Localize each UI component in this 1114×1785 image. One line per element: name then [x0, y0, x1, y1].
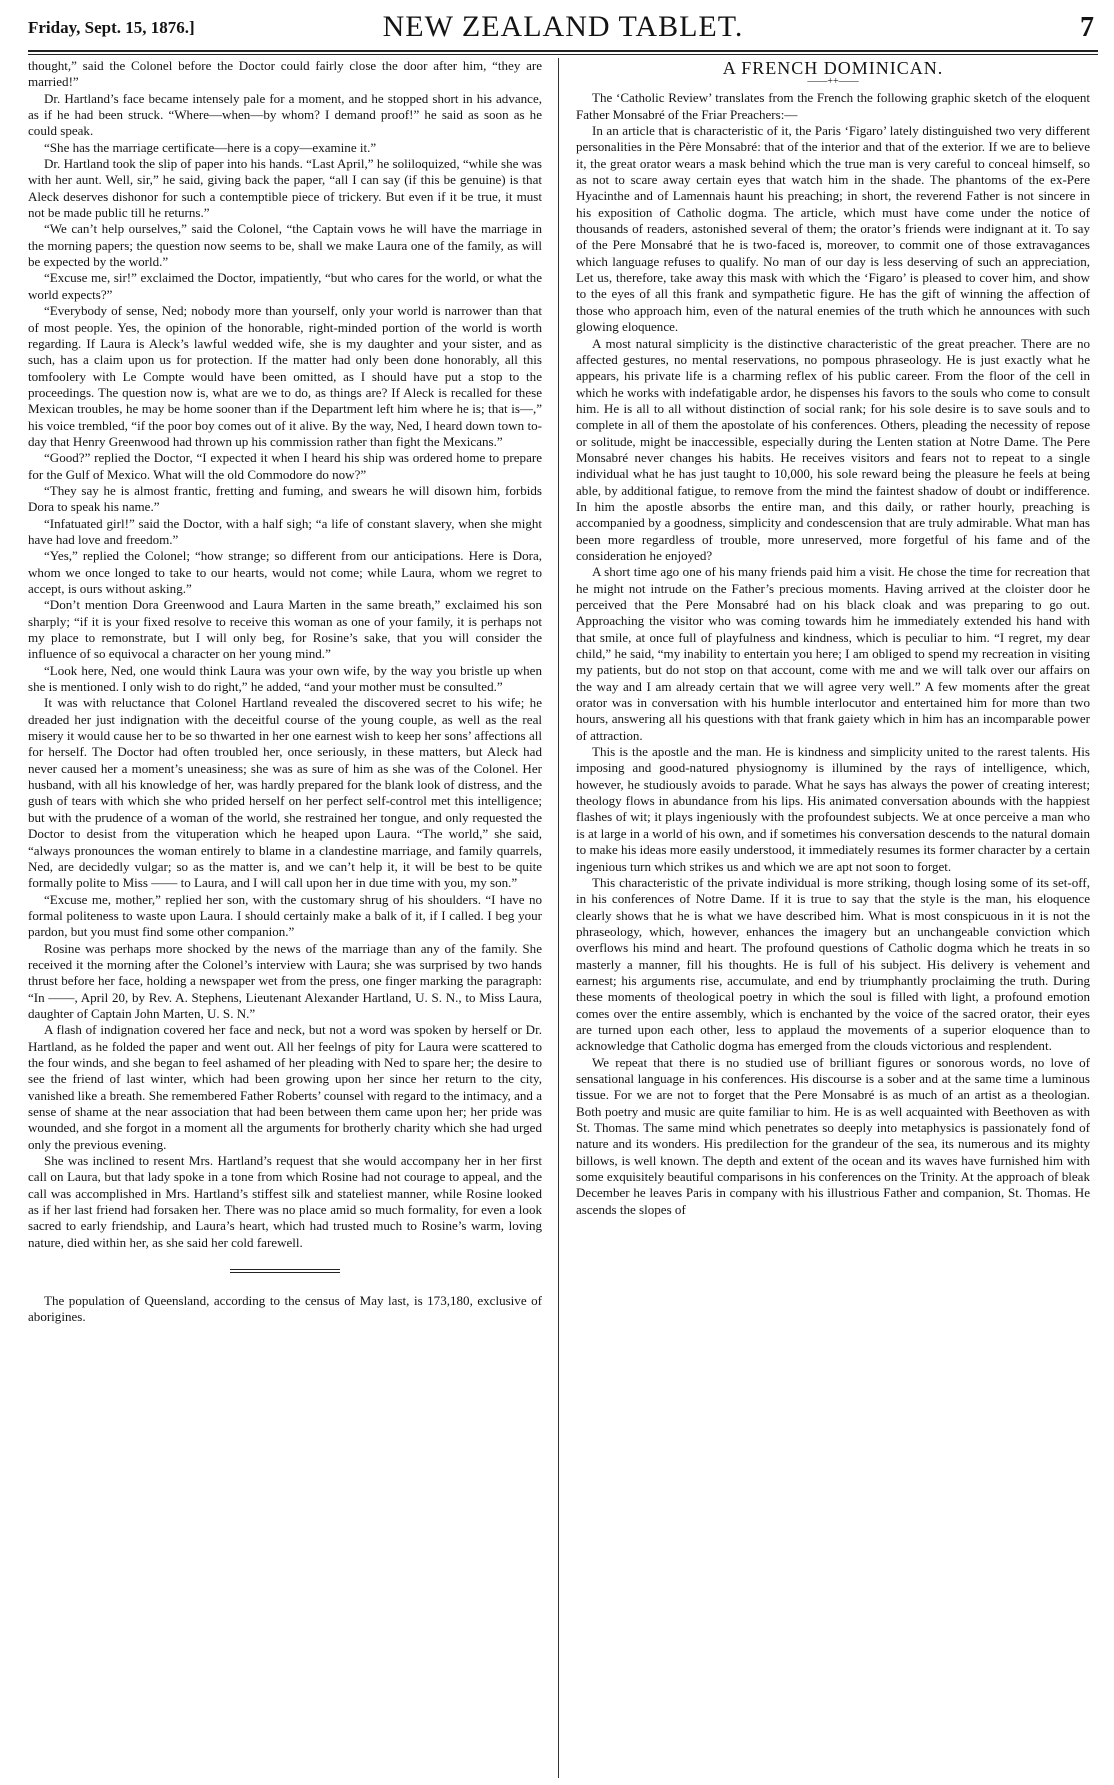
french-dominican-article: [576, 90, 1090, 1218]
paragraph: Dr. Hartland’s face became intensely pale for a moment, and he stopped short in his advance, as if he had been struck. “Where—when—by whom? I demand proof!” he said as soon as he could speak.: [28, 90, 542, 139]
paragraph: “Yes,” replied the Colonel; “how strange; so different from our anticipations. Here is Dora, whom we once longed to take to our hearts, would not come; while Laura, whom we regret to accept, is ours without asking.”: [28, 548, 542, 596]
paragraph: A short time ago one of his many friends paid him a visit. He chose the time for recreation that he might not intrude on the Father’s precious moments. Having arrived at the cloister door he perceived that the Pere Monsabré had on his black cloak and was preparing to go out. Approaching the visitor who was coming towards him he immediately extended his hand with that smile, at once full of playfulness and kindness, which is peculiar to him. “I regret, my dear child,” he said, “my inability to entertain you here; I am obliged to spend my recreation in visiting my patients, but do not stop on that account, come with me and we will talk over our affairs on the way and I am already certain that we will agree very well.” A few moments after the great orator was in conversation with his humble interlocutor and entertained him for more than two hours, answering all his questions with that frank gaiety which in him has an incomparable power of attraction.: [576, 564, 1090, 743]
left-column: [28, 58, 542, 1778]
right-column: [576, 58, 1090, 1778]
paragraph: Dr. Hartland took the slip of paper into his hands. “Last April,” he soliloquized, “while she was with her aunt. Well, sir,” he said, giving back the paper, “all I can say (if this be genuine) is that Aleck deserves dishonor for such a contemptible piece of trickery. But even if it be true, it must not be made public till he returns.”: [28, 156, 542, 221]
section-end-rule: [230, 1269, 340, 1273]
masthead: [28, 6, 1098, 50]
paragraph: “Infatuated girl!” said the Doctor, with a half sigh; “a life of constant slavery, when she might have had love and freedom.”: [28, 515, 542, 547]
newspaper-page: [28, 6, 1098, 1778]
paragraph: “Good?” replied the Doctor, “I expected it when I heard his ship was ordered home to prepare for the Gulf of Mexico. What will the old Commodore do now?”: [28, 450, 542, 482]
column-divider: [558, 58, 559, 1778]
paragraph: We repeat that there is no studied use of brilliant figures or sonorous words, no love of sensational language in his conferences. His discourse is a sober and at the same time a luminous tissue. For we are not to forget that the Pere Monsabré is as much of an artist as a theologian. Both poetry and music are quite familiar to him. He is as well acquainted with Beethoven as with St. Thomas. The same mind which penetrates so deeply into metaphysics is passionately fond of nature and its wonders. His predilection for the grandeur of the sea, its numerous and its mighty billows, is well known. The depth and extent of the ocean and its waves have furnished him with some exquisitely beautiful comparisons in his conferences on the Trinity. At the approach of bleak December he leaves Paris in company with his illustrious Father and companion, St. Thomas. He ascends the slopes of: [576, 1054, 1090, 1217]
issue-date: Friday, Sept. 15, 1876.]: [28, 18, 195, 37]
paragraph: The ‘Catholic Review’ translates from the French the following graphic sketch of the eloquent Father Monsabré of the Friar Preachers:—: [576, 90, 1090, 122]
heading-ornament: ——++——: [807, 76, 859, 88]
article-heading: A FRENCH DOMINICAN.: [722, 58, 944, 78]
paragraph: Rosine was perhaps more shocked by the news of the marriage than any of the family. She received it the morning after the Colonel’s interview with Laura; she was surprised by two hands thrust before her face, holding a newspaper wet from the press, one finger marking the paragraph: “In ——, April 20, by Rev. A. Stephens, Lieutenant Alexander Hartland, U. S. N., to Miss Laura, daughter of Captain John Marten, U. S. N.”: [28, 940, 542, 1021]
paragraph: “Everybody of sense, Ned; nobody more than yourself, only your world is narrower than that of most people. Yes, the opinion of the honorable, right-minded portion of the world is worth regarding. If Laura is Aleck’s lawful wedded wife, she is my daughter and your sister, and as such, has a claim upon us for protection. If the matter had only been done honorably, all this tomfoolery with Le Compte would have been omitted, as I should have put a stop to the proceedings. The question now is, what are we to do, as things are? If Aleck is recalled for these Mexican troubles, he may be home sooner than if the Department left him where he is; that is—,” his voice trembled, “if the poor boy comes out of it alive. By the way, Ned, I heard down town to-day that Henry Greenwood had thrown up his commission rather than fight the Mexicans.”: [28, 303, 542, 449]
paragraph: A flash of indignation covered her face and neck, but not a word was spoken by herself or Dr. Hartland, as he folded the paper and went out. All her feelngs of pity for Laura were scattered to the four winds, and she began to feel ashamed of her pleading with Ned to spare her; the desire to see the friend of last winter, which had been growing upon her since her return to the city, vanished like a breath. She remembered Father Roberts’ counsel with regard to the intimacy, and a sense of shame at the near association that had been between them came upon her; her pride was wounded, and she forgot in a moment all the arguments for brotherly charity which she had urged only the previous evening.: [28, 1022, 542, 1152]
paragraph: thought,” said the Colonel before the Doctor could fairly close the door after him, “they are married!”: [28, 58, 542, 90]
paragraph: “Don’t mention Dora Greenwood and Laura Marten in the same breath,” exclaimed his son sharply; “if it is your fixed resolve to receive this woman as one of your family, it is perhaps not my place to remonstrate, but I will only beg, for Rosine’s sake, that you will consider the influence of so equivocal a character on her young mind.”: [28, 597, 542, 662]
paragraph: “Excuse me, sir!” exclaimed the Doctor, impatiently, “but who cares for the world, or what the world expects?”: [28, 270, 542, 302]
newspaper-title: NEW ZEALAND TABLET.: [382, 10, 744, 43]
paragraph: “They say he is almost frantic, fretting and fuming, and swears he will disown him, forbids Dora to speak his name.”: [28, 482, 542, 515]
paragraph: “Look here, Ned, one would think Laura was your own wife, by the way you bristle up when she is mentioned. I only wish to do right,” he added, “and your mother must be consulted.”: [28, 662, 542, 695]
masthead-rule: [28, 50, 1098, 55]
page-number: 7: [1080, 12, 1094, 43]
paragraph: This is the apostle and the man. He is kindness and simplicity united to the rarest talents. His imposing and good-natured physiognomy is illumined by the rays of intelligence, which, however, he studiously avoids to parade. What he says has always the power of creating interest; theology flows in abundance from his lips. His animated conversation abounds with the happiest flashes of wit; it plays ingeniously with the profoundest subjects. We at once perceive a man who is at large in a world of his own, and if sometimes his conversation descends to the natural domain to make his ideas more easily understood, it immediately resumes its former character by a certain ingenious turn which strikes us and which we are apt not soon to forget.: [576, 744, 1090, 874]
queensland-population-note: The population of Queensland, according to the census of May last, is 173,180, exclusive of aborigines.: [28, 1293, 542, 1325]
paragraph: “We can’t help ourselves,” said the Colonel, “the Captain vows he will have the marriage in the morning papers; the question now seems to be, shall we make Laura one of the family, as will be expected by the world.”: [28, 221, 542, 270]
story-continuation: [28, 58, 542, 1251]
paragraph: She was inclined to resent Mrs. Hartland’s request that she would accompany her in her first call on Laura, but that lady spoke in a tone from which Rosine had not courage to appeal, and the call was accomplished in Mrs. Hartland’s stiffest silk and stateliest manner, while Rosine looked as if her last friend had forsaken her. There was no place amid so much formality, for even a look sacred to early friendship, and Laura’s heart, which had trusted much to Rosine’s warm, loving nature, died within her, as she said her cold farewell.: [28, 1153, 542, 1250]
paragraph: This characteristic of the private individual is more striking, though losing some of its set-off, in his conferences of Notre Dame. If it is true to say that the style is the man, his eloquence clearly shows that he is what we have described him. What is most conspicuous in it is not the phraseology, which, however, enhances the imagery but an unchangeable conviction which overflows his mind and heart. The profound questions of Catholic dogma which he treats in so masterly a manner, fill his thoughts. He is full of his subject. His delivery is vehement and earnest; his arguments rise, accumulate, and end by triumphantly proclaiming the truth. During these moments of theological poetry in which the soul is filled with light, a profound emotion comes over the entire assembly, which is enchanted by the voice of the sacred orator, their eyes are turned upon each other, less to applaud the movements of a superior eloquence than to acknowledge that Catholic dogma has emerged from the clouds victorious and resplendent.: [576, 874, 1090, 1054]
paragraph: It was with reluctance that Colonel Hartland revealed the discovered secret to his wife; he dreaded her just indignation with the deceitful course of the young couple, as well as the real misery it would cause her to be so thwarted in her one earnest wish to keep her sons’ affections all for herself. The Doctor had often troubled her, once seriously, in these matters, but Aleck had never caused her a moment’s uneasiness; she was as sure of him as she was of the Colonel. Her husband, with all his knowledge of her, was hardly prepared for the blank look of distress, and the gush of tears with which she who prided herself on her perfect self-control met this intelligence; but with the prudence of a woman of the world, she restrained her tongue, and only requested the Doctor to desist from the vituperation which he heaped upon Laura. “The world,” she said, “always pronounces the woman entirely to blame in a clandestine marriage, and family quarrels, Ned, are decidedly vulgar; so as the matter is, and we can’t help it, it will be best to be quite formally polite to Miss —— to Laura, and I will call upon her in due time with you, my son.”: [28, 695, 542, 891]
paragraph: “She has the marriage certificate—here is a copy—examine it.”: [44, 139, 377, 155]
columns: [28, 58, 1098, 1778]
paragraph: “Excuse me, mother,” replied her son, with the customary shrug of his shoulders. “I have no formal politeness to waste upon Laura. I should certainly make a balk of it, if I called. I beg your pardon, but you must find some other companion.”: [28, 891, 542, 940]
paragraph: In an article that is characteristic of it, the Paris ‘Figaro’ lately distinguished two very different personalities in the Père Monsabré: that of the interior and that of the exterior. If we are to believe it, the great orator wears a mask behind which the true man is very careful to conceal himself, so as not to scare away certain eyes that watch him in the shade. The phantoms of the ex-Pere Hyacinthe and of Lamennais haunt his preaching; in short, the reverend Father is not sincere in his exposition of Catholic dogma. The article, which must have come under the notice of thousands of readers, astonished several of them; the orator’s friends were indignant at it. To say of the Pere Monsabré that he is two-faced is, moreover, to commit one of those extravagances which language refuses to qualify. No man of our day is less deserving of such an appreciation, Let us, therefore, take away this mask with which the ‘Figaro’ is pleased to cover him, and show to the eyes of all this frank and sympathetic figure. He has the gift of winning the affection of those who approach him, even of the natural enemies of the truth which he announces with such glowing eloquence.: [576, 123, 1090, 335]
paragraph: A most natural simplicity is the distinctive characteristic of the great preacher. There are no affected gestures, no mental reservations, no pompous phraseology. He is just exactly what he appears, his private life is a charming reflex of his public career. From the floor of the cell in which he works with indefatigable ardor, he dispenses his favors to the souls who come to consult him. He is all to all without distinction of social rank; for his sole desire is to save souls and to complete in all of them the apostolate of his conferences. Others, pleading the necessity of repose or solitude, might be inaccessible, especially during the Lenten station at Notre Dame. The Pere Monsabré never changes his habits. He receives visitors and fears not to repeat to a single individual what he has just taught to 10,000, his sole reward being the pleasure he feels at being able, by additional fatigue, to remove from the mind the faintest shadow of doubt or indifference. In him the apostle absorbs the entire man, and this daily, or rather hourly, preaching is accompanied by a goodness, simplicity and condescension that are truly admirable. What man has been more regardless of trouble, more unreserved, more forgetful of his fame and of the consideration he enjoyed?: [576, 335, 1090, 563]
